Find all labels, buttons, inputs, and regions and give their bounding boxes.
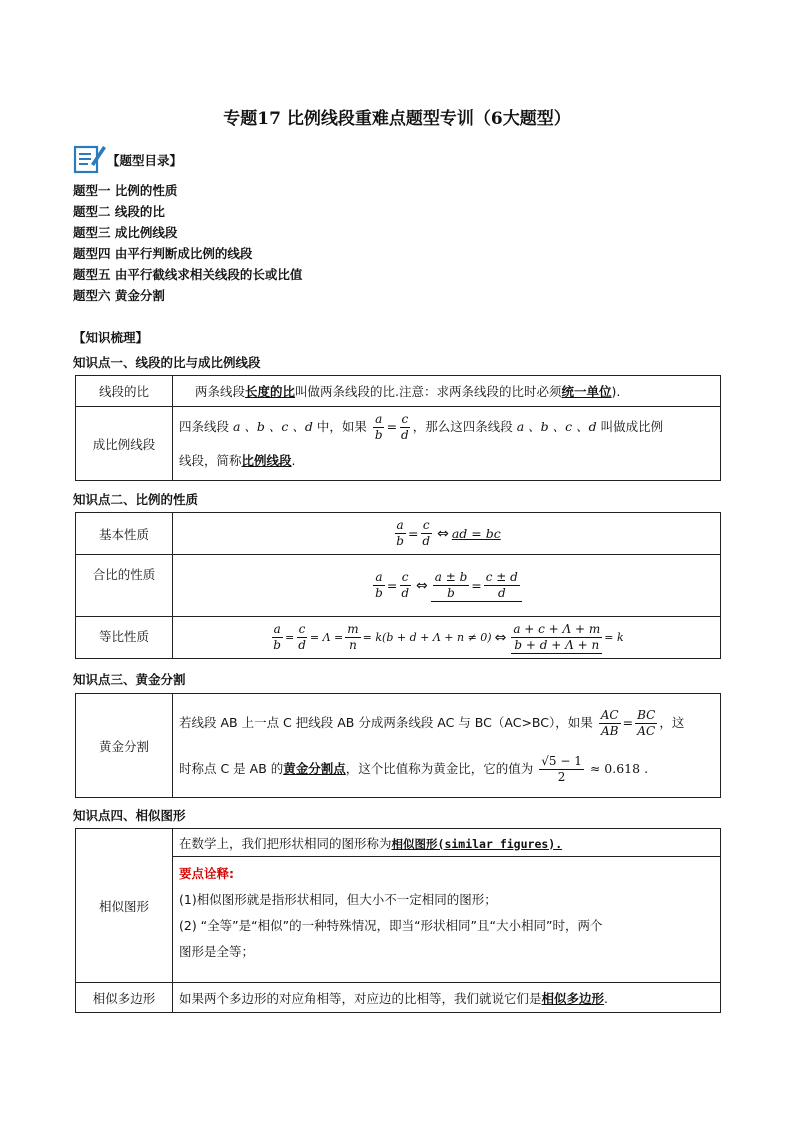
kp2-equal-ratio-formula — [173, 617, 721, 659]
text-emphasis: 统一单位 — [561, 384, 612, 399]
num: c — [298, 622, 306, 636]
toc-item: 题型二 线段的比 — [73, 204, 165, 219]
kp1-table — [75, 375, 721, 481]
text-emphasis: 相似多边形 — [541, 990, 605, 1006]
lambda: = Λ = — [309, 631, 344, 644]
kp4-label-polygon: 相似多边形 — [76, 983, 173, 1013]
kp4-table — [75, 828, 721, 1013]
text: ). — [611, 384, 621, 399]
kp2-label-basic: 基本性质 — [76, 513, 173, 555]
kp4-notes — [173, 857, 721, 983]
num: BC — [637, 707, 656, 722]
num: c ± d — [485, 569, 518, 584]
text: 中，如果 — [316, 418, 367, 434]
kp1-heading: 知识点一、线段的比与成比例线段 — [73, 355, 261, 370]
fraction-c-d — [420, 518, 432, 549]
iff: ⇔ — [437, 525, 449, 542]
kp4-def — [173, 829, 721, 857]
kp1-ratio-def — [173, 376, 721, 407]
text: ，那么这四条线段 — [412, 418, 513, 434]
kp1-label-proportional: 成比例线段 — [76, 407, 173, 481]
den: n — [349, 638, 357, 652]
kp2-compound-formula — [173, 555, 721, 617]
num: AC — [600, 707, 619, 722]
text: 叫做两条线段的比.注意：求两条线段的比时必须 — [295, 384, 562, 399]
den: d — [401, 586, 409, 600]
condition: = k(b + d + Λ + n ≠ 0) — [362, 631, 492, 644]
fraction-a-b — [394, 518, 406, 549]
eq: = — [407, 526, 419, 541]
kp3-label: 黄金分割 — [76, 694, 173, 798]
text-emphasis: 长度的比 — [245, 384, 296, 399]
den: d — [422, 534, 431, 548]
kp3-heading: 知识点三、黄金分割 — [73, 672, 186, 687]
eq: = — [386, 578, 398, 593]
text: 若线段 AB 上一点 C 把线段 AB 分成两条线段 AC 与 BC（AC>BC），如果 — [179, 714, 593, 730]
num: a + c + Λ + m — [513, 621, 601, 636]
text-emphasis: 比例线段 — [241, 452, 292, 468]
kp1-label-ratio: 线段的比 — [76, 376, 173, 407]
eq: = — [471, 577, 482, 593]
den: d — [401, 427, 409, 442]
fraction-a-b — [373, 570, 385, 601]
kp1-proportional-def — [173, 407, 721, 481]
note-item: 图形是全等； — [179, 944, 255, 959]
text: 四条线段 — [179, 418, 230, 434]
text-emphasis: 黄金分割点 — [283, 760, 346, 776]
kp2-table — [75, 512, 721, 659]
text: . — [604, 990, 609, 1006]
den: AC — [637, 723, 656, 738]
den: b — [374, 427, 383, 442]
fraction-c-d — [399, 570, 411, 601]
text: ，这个比值称为黄金比，它的值为 — [345, 760, 534, 776]
num: a — [396, 518, 404, 532]
math-vars: a 、b 、c 、d — [233, 418, 313, 434]
fraction-golden — [539, 754, 584, 785]
toc-header: 【题型目录】 — [107, 153, 183, 168]
result: ad = bc — [451, 526, 501, 541]
page-title: 专题17 比例线段重难点题型专训（6大题型） — [223, 109, 571, 129]
kp2-basic-formula — [173, 513, 721, 555]
eq: = — [284, 631, 295, 644]
text: 如果两个多边形的对应角相等，对应边的比相等，我们就说它们是 — [179, 990, 542, 1006]
den: b — [447, 585, 455, 600]
num: c — [401, 570, 409, 584]
math-vars: a 、b 、c 、d — [516, 418, 597, 434]
iff: ⇔ — [494, 629, 507, 646]
den: AB — [600, 723, 619, 738]
den: b + d + Λ + n — [514, 637, 600, 652]
fraction-sum — [511, 622, 602, 654]
toc-item: 题型六 黄金分割 — [73, 288, 165, 303]
num: c — [401, 411, 409, 426]
kp2-label-equal-ratio: 等比性质 — [76, 617, 173, 659]
eq: = — [622, 714, 634, 730]
text: 在数学上，我们把形状相同的图形称为 — [179, 835, 392, 851]
kp3-def — [173, 694, 721, 798]
num: √5 − 1 — [541, 753, 582, 768]
text: ，这 — [659, 714, 685, 730]
fraction-ac-ab — [599, 708, 621, 739]
den: b — [273, 638, 281, 652]
knowledge-header: 【知识梳理】 — [73, 330, 149, 345]
num: a — [273, 622, 281, 636]
eq: = — [386, 418, 398, 434]
fraction-c-d — [296, 622, 308, 653]
toc-item: 题型一 比例的性质 — [73, 183, 178, 198]
text: . — [291, 452, 296, 468]
toc-item: 题型四 由平行判断成比例的线段 — [73, 246, 253, 261]
note-item: (2) “全等”是“相似”的一种特殊情况，即当“形状相同”且“大小相同”时，两个 — [179, 918, 603, 933]
kp4-label-similar: 相似图形 — [76, 829, 173, 983]
num: a ± b — [434, 569, 468, 584]
num: a — [375, 570, 383, 584]
note-title: 要点诠释: — [179, 866, 234, 881]
text: 叫做成比例 — [600, 418, 664, 434]
fraction-c-d — [399, 412, 411, 443]
text: 线段，简称 — [179, 452, 242, 468]
fraction-c-pm-d — [484, 570, 520, 601]
toc-item: 题型三 成比例线段 — [73, 225, 178, 240]
text: 时称点 C 是 AB 的 — [179, 760, 284, 776]
toc-item: 题型五 由平行截线求相关线段的长或比值 — [73, 267, 303, 282]
result: = k — [604, 631, 624, 644]
fraction-bc-ac — [635, 708, 657, 739]
note-item: (1)相似图形就是指形状相同，但大小不一定相同的图形； — [179, 892, 497, 907]
kp4-heading: 知识点四、相似图形 — [73, 808, 186, 823]
num: c — [422, 518, 430, 532]
kp3-table — [75, 693, 721, 798]
kp2-label-compound: 合比的性质 — [76, 555, 173, 617]
text: 两条线段 — [195, 384, 246, 399]
kp2-heading: 知识点二、比例的性质 — [73, 492, 199, 507]
fraction-a-pm-b — [433, 570, 470, 601]
den: 2 — [557, 769, 566, 784]
iff: ⇔ — [416, 577, 428, 594]
fraction-m-n — [345, 622, 360, 653]
num: m — [347, 622, 359, 636]
notepad-pencil-icon — [73, 142, 107, 174]
den: b — [396, 534, 404, 548]
text-emphasis: 相似图形(similar figures). — [391, 836, 563, 851]
fraction-a-b — [373, 412, 385, 443]
golden-value: ≈ 0.618 . — [589, 760, 649, 776]
fraction-a-b — [271, 622, 283, 653]
den: b — [375, 586, 383, 600]
kp4-polygon-def — [173, 983, 721, 1013]
den: d — [298, 638, 306, 652]
num: a — [375, 411, 383, 426]
den: d — [497, 585, 506, 600]
